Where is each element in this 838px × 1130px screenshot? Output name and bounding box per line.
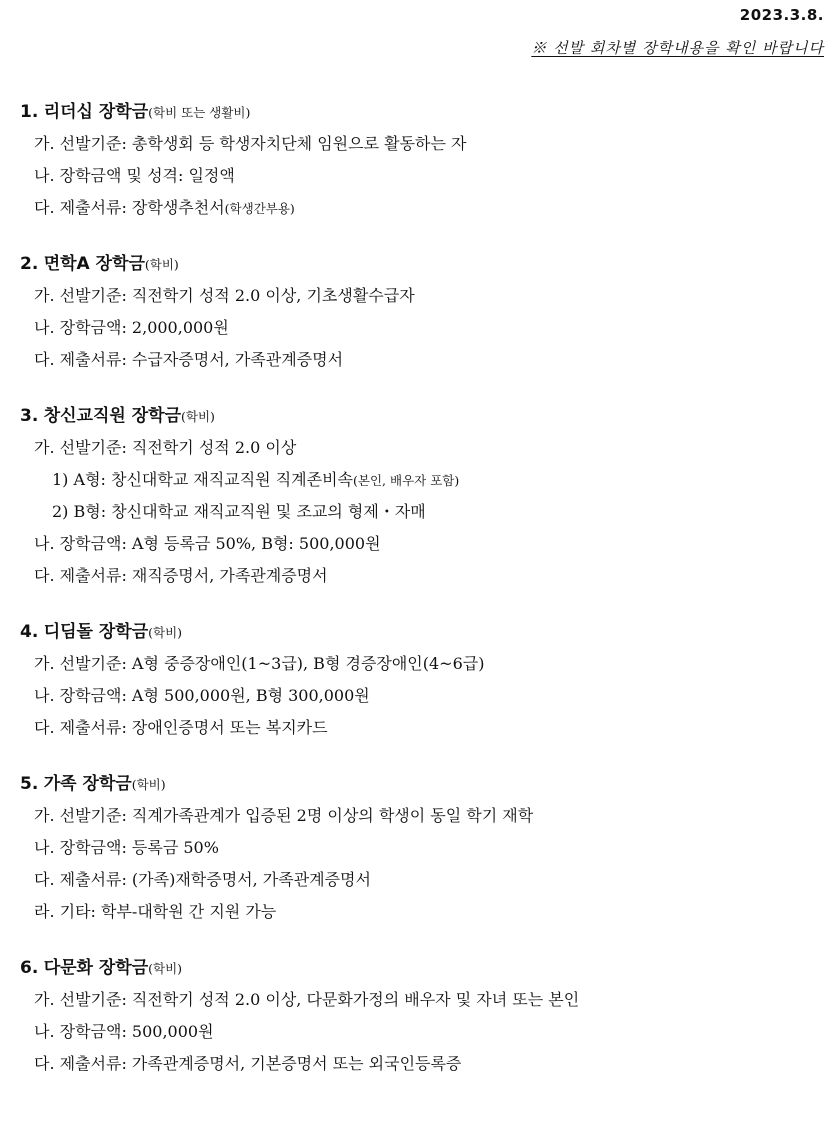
scholarship-section: [20, 768, 825, 928]
section-item: [20, 832, 825, 864]
item-text: 2) B형: 창신대학교 재직교직원 및 조교의 형제・자매: [52, 502, 426, 521]
section-title: [20, 768, 825, 800]
item-text: 가. 선발기준: 직전학기 성적 2.0 이상, 다문화가정의 배우자 및 자녀 또는 본인: [34, 990, 580, 1009]
scholarship-section: [20, 400, 825, 592]
section-item: [20, 280, 825, 312]
item-text: 가. 선발기준: 직계가족관계가 입증된 2명 이상의 학생이 동일 학기 재학: [34, 806, 534, 825]
item-text: 나. 장학금액: A형 500,000원, B형 300,000원: [34, 686, 370, 705]
section-note: (학비 또는 생활비): [148, 105, 251, 120]
section-item: [20, 984, 825, 1016]
section-name: 디딤돌 장학금: [43, 622, 149, 642]
section-number: 4.: [20, 622, 39, 642]
section-item: [20, 896, 825, 928]
document-date: 2023.3.8.: [739, 6, 824, 24]
scholarship-section: [20, 952, 825, 1080]
item-text: 다. 제출서류: 장애인증명서 또는 복지카드: [34, 718, 328, 737]
section-name: 창신교직원 장학금: [43, 406, 181, 426]
item-text: 다. 제출서류: 수급자증명서, 가족관계증명서: [34, 350, 344, 369]
item-text: 가. 선발기준: 총학생회 등 학생자치단체 임원으로 활동하는 자: [34, 134, 467, 153]
section-item: [20, 1016, 825, 1048]
section-name: 면학A 장학금: [43, 254, 145, 274]
notice-text: ※ 선발 회차별 장학내용을 확인 바랍니다: [531, 39, 824, 57]
item-text: 가. 선발기준: A형 중증장애인(1~3급), B형 경증장애인(4~6급): [34, 654, 485, 673]
item-note: (본인, 배우자 포함): [353, 473, 460, 488]
section-item: [20, 864, 825, 896]
item-text: 라. 기타: 학부-대학원 간 지원 가능: [34, 902, 277, 921]
section-number: 5.: [20, 774, 39, 794]
section-number: 1.: [20, 102, 39, 122]
section-item: [20, 432, 825, 464]
item-text: 다. 제출서류: 재직증명서, 가족관계증명서: [34, 566, 328, 585]
section-name: 가족 장학금: [43, 774, 132, 794]
section-item: [20, 1048, 825, 1080]
section-title: [20, 952, 825, 984]
item-text: 나. 장학금액: 500,000원: [34, 1022, 214, 1041]
section-number: 2.: [20, 254, 39, 274]
sub-item: [20, 496, 825, 528]
sub-item: [20, 464, 825, 496]
section-title: [20, 96, 825, 128]
item-text: 가. 선발기준: 직전학기 성적 2.0 이상: [34, 438, 297, 457]
item-text: 다. 제출서류: 장학생추천서: [34, 198, 225, 217]
section-note: (학비): [144, 257, 179, 272]
section-item: [20, 560, 825, 592]
section-item: [20, 160, 825, 192]
section-name: 리더십 장학금: [43, 102, 149, 122]
item-text: 다. 제출서류: 가족관계증명서, 기본증명서 또는 외국인등록증: [34, 1054, 462, 1073]
item-text: 나. 장학금액: A형 등록금 50%, B형: 500,000원: [34, 534, 381, 553]
item-text: 다. 제출서류: (가족)재학증명서, 가족관계증명서: [34, 870, 371, 889]
item-note: (학생간부용): [224, 201, 295, 216]
section-number: 3.: [20, 406, 39, 426]
section-number: 6.: [20, 958, 39, 978]
section-item: [20, 680, 825, 712]
scholarship-section: [20, 248, 825, 376]
section-note: (학비): [148, 961, 183, 976]
section-item: [20, 800, 825, 832]
section-item: [20, 712, 825, 744]
item-text: 나. 장학금액: 2,000,000원: [34, 318, 229, 337]
section-item: [20, 528, 825, 560]
section-item: [20, 312, 825, 344]
section-name: 다문화 장학금: [43, 958, 149, 978]
section-note: (학비): [131, 777, 166, 792]
item-text: 가. 선발기준: 직전학기 성적 2.0 이상, 기초생활수급자: [34, 286, 415, 305]
section-item: [20, 128, 825, 160]
section-item: [20, 648, 825, 680]
scholarship-list: [20, 96, 825, 1104]
section-note: (학비): [148, 625, 183, 640]
scholarship-section: [20, 616, 825, 744]
section-item: [20, 192, 825, 224]
item-text: 1) A형: 창신대학교 재직교직원 직계존비속: [52, 470, 354, 489]
section-note: (학비): [181, 409, 215, 424]
section-title: [20, 616, 825, 648]
item-text: 나. 장학금액: 등록금 50%: [34, 838, 219, 857]
section-item: [20, 344, 825, 376]
scholarship-section: [20, 96, 825, 224]
item-text: 나. 장학금액 및 성격: 일정액: [34, 166, 235, 185]
section-title: [20, 248, 825, 280]
section-title: [20, 400, 825, 432]
